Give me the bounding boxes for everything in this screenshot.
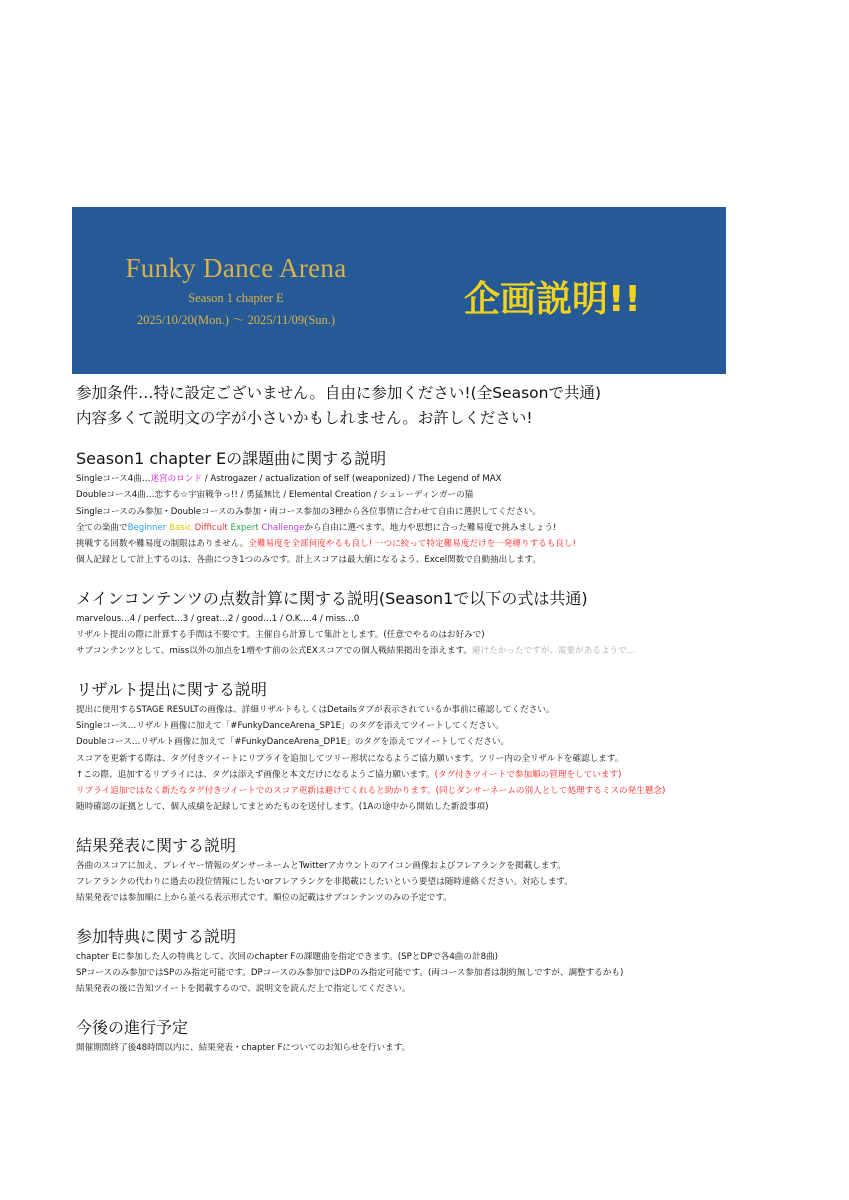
section-results bbox=[76, 834, 796, 907]
intro-line-2: 内容多くて説明文の字が小さいかもしれません。お許しください! bbox=[76, 409, 533, 427]
text-span: / Astrogazer / actualization of self (weaponized) / The Legend of MAX bbox=[202, 474, 502, 484]
section-heading: Season1 chapter Eの課題曲に関する説明 bbox=[76, 449, 387, 468]
banner-heading: 企画説明!! bbox=[464, 279, 641, 320]
section-heading: 今後の進行予定 bbox=[76, 1017, 189, 1037]
text-line bbox=[76, 520, 796, 536]
text-span: Singleコース4曲… bbox=[76, 474, 151, 484]
note-text: 避けたかったですが、需要があるようで… bbox=[471, 646, 636, 657]
text-line: Doubleコース4曲…恋する☆宇宙戦争っ!! / 勇猛無比 / Elemental Creation / シュレーディンガーの猫 bbox=[76, 490, 474, 501]
text-line: 個人記録として計上するのは、各曲につき1つのみです。計上スコアは最大値になるよう、Excel関数で自動抽出します。 bbox=[76, 555, 541, 566]
section-scoring bbox=[76, 587, 796, 660]
text-line: 開催期間終了後48時間以内に、結果発表・chapter Fについてのお知らせを行います。 bbox=[76, 1042, 411, 1053]
text-line bbox=[76, 767, 796, 783]
section-heading: メインコンテンツの点数計算に関する説明(Season1で以下の式は共通) bbox=[76, 588, 588, 608]
text-span: サブコンテンツとして、miss以外の加点を1増やす前の公式EXスコアでの個人戦結果掲出を添えます。 bbox=[76, 646, 472, 657]
section-schedule bbox=[76, 1016, 796, 1056]
difficulty-expert: Expert bbox=[230, 522, 259, 533]
text-line: スコアを更新する際は、タグ付きツイートにリプライを追加してツリー形状になるようご協力願います。ツリー内の全リザルトを確認します。 bbox=[76, 753, 624, 764]
event-subtitle: Season 1 chapter E bbox=[188, 291, 284, 305]
header-banner bbox=[72, 207, 726, 374]
intro-line-1: 参加条件…特に設定ございません。自由に参加ください!(全Seasonで共通) bbox=[76, 384, 601, 402]
difficulty-difficult: Difficult bbox=[194, 522, 228, 533]
text-line: Doubleコース…リザルト画像に加えて「#FunkyDanceArena_DP1E」のタグを添えてツイートしてください。 bbox=[76, 737, 510, 748]
text-line: 結果発表では参加順に上から並べる表示形式です。順位の記載はサブコンテンツのみの予定です。 bbox=[76, 893, 452, 904]
text-line bbox=[76, 471, 796, 487]
text-line bbox=[76, 536, 796, 552]
emphasis-line: リプライ追加ではなく新たなタグ付きツイートでのスコア更新は避けてくれると助かります。(同じダンサーネームの別人として処理するミスの発生懸念) bbox=[76, 786, 666, 797]
text-span: ↑この際、追加するリプライには、タグは添えず画像と本文だけになるようご協力願います。 bbox=[76, 769, 435, 780]
text-line bbox=[76, 643, 796, 659]
difficulty-basic: Basic bbox=[169, 522, 192, 533]
text-line: Singleコース…リザルト画像に加えて「#FunkyDanceArena_SP1E」のタグを添えてツイートしてください。 bbox=[76, 720, 504, 731]
text-span: から自由に選べます。地力や思想に合った難易度で挑みましょう! bbox=[304, 522, 557, 533]
document-body bbox=[76, 381, 796, 1056]
text-line: Singleコースのみ参加・Doubleコースのみ参加・両コース参加の3種から各位事情に合わせて自由に選択してください。 bbox=[76, 506, 541, 517]
text-line: marvelous…4 / perfect…3 / great…2 / good…1 / O.K.…4 / miss…0 bbox=[76, 613, 360, 624]
text-span: 挑戦する回数や難易度の制限はありません。 bbox=[76, 539, 249, 550]
text-line: 結果発表の後に告知ツイートを掲載するので、説明文を読んだ上で指定してください。 bbox=[76, 984, 411, 995]
text-line: 随時確認の証拠として、個人成績を記録してまとめたものを送付します。(1Aの途中から開始した新設事項) bbox=[76, 802, 489, 813]
section-perks bbox=[76, 925, 796, 998]
section-heading: リザルト提出に関する説明 bbox=[76, 679, 267, 699]
highlight-song: 迷宮のロンド bbox=[150, 474, 203, 484]
difficulty-beginner: Beginner bbox=[127, 522, 167, 533]
text-line: 提出に使用するSTAGE RESULTの画像は、詳細リザルトもしくはDetailsタブが表示されているか事前に確認してください。 bbox=[76, 704, 555, 715]
text-line: SPコースのみ参加ではSPのみ指定可能です。DPコースのみ参加ではDPのみ指定可能です。(両コース参加者は制約無しですが、調整するかも) bbox=[76, 967, 624, 978]
difficulty-challenge: Challenge bbox=[261, 522, 305, 533]
text-span: 全ての楽曲で bbox=[76, 522, 128, 533]
text-line: chapter Eに参加した人の特典として、次回のchapter Fの課題曲を指定できます。(SPとDPで各4曲の計8曲) bbox=[76, 951, 499, 962]
section-songs bbox=[76, 447, 796, 569]
event-dates: 2025/10/20(Mon.) ～ 2025/11/09(Sun.) bbox=[136, 313, 336, 327]
section-heading: 参加特典に関する説明 bbox=[76, 926, 237, 946]
text-line: フレアランクの代わりに過去の段位情報にしたいorフレアランクを非掲載にしたいという要望は随時連絡ください。対応します。 bbox=[76, 877, 573, 888]
section-result-submission bbox=[76, 678, 796, 816]
event-title: Funky Dance Arena bbox=[125, 253, 347, 283]
emphasis-text: (タグ付きツイートで参加順の管理をしています) bbox=[434, 769, 622, 780]
text-line: リザルト提出の際に計算する手間は不要です。主催自ら計算して集計とします。(任意でやるのはお好みで) bbox=[76, 630, 485, 641]
text-line: 各曲のスコアに加え、プレイヤー情報のダンサーネームとTwitterアカウントのアイコン画像およびフレアランクを掲載します。 bbox=[76, 860, 566, 871]
section-heading: 結果発表に関する説明 bbox=[76, 835, 237, 855]
emphasis-text: 全難易度を全部何度やるも良し! 一つに絞って特定難易度だけを一発縛りするも良し! bbox=[248, 539, 576, 550]
